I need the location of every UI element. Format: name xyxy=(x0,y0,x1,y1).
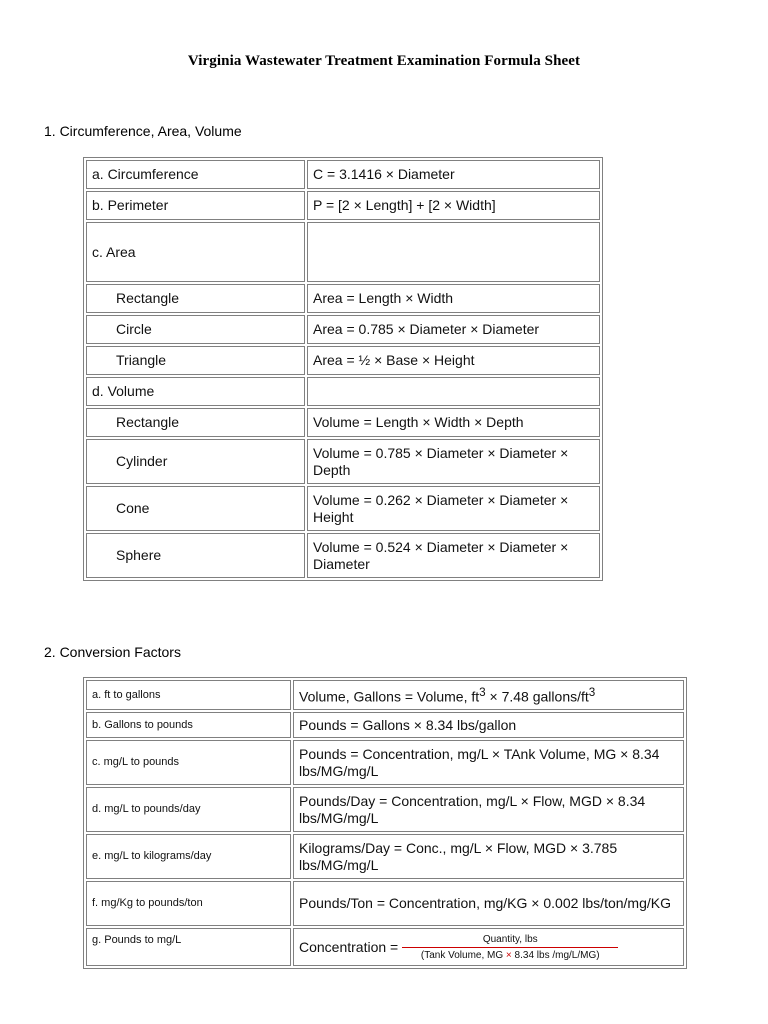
row-formula: Pounds = Gallons × 8.34 lbs/gallon xyxy=(293,712,684,738)
superscript: 3 xyxy=(588,686,596,700)
superscript: 3 xyxy=(479,686,486,700)
table-row xyxy=(86,881,684,926)
row-label: a. ft to gallons xyxy=(86,680,291,710)
table-row xyxy=(86,787,684,832)
table-row xyxy=(86,712,684,738)
denominator-text: 8.34 lbs /mg/L/MG) xyxy=(511,949,600,961)
row-formula: Area = 0.785 × Diameter × Diameter xyxy=(307,315,600,344)
formula-text: × 7.48 gallons/ft xyxy=(485,688,589,705)
table-row xyxy=(86,486,600,531)
table-row xyxy=(86,377,600,406)
formula-lhs: Concentration = xyxy=(299,938,399,955)
row-label: Cylinder xyxy=(86,439,305,484)
row-label: c. mg/L to pounds xyxy=(86,740,291,785)
row-formula: P = [2 × Length] + [2 × Width] xyxy=(307,191,600,220)
row-formula: Area = Length × Width xyxy=(307,284,600,313)
denominator-text: (Tank Volume, MG xyxy=(420,949,506,961)
row-label: Triangle xyxy=(86,346,305,375)
row-formula: Pounds/Ton = Concentration, mg/KG × 0.002 lbs/ton/mg/KG xyxy=(293,881,684,926)
row-formula xyxy=(293,928,684,966)
row-formula: Volume = Length × Width × Depth xyxy=(307,408,600,437)
table-row xyxy=(86,284,600,313)
fraction-numerator: Quantity, lbs xyxy=(482,933,538,945)
row-label: b. Gallons to pounds xyxy=(86,712,291,738)
table-row xyxy=(86,834,684,879)
row-label: Circle xyxy=(86,315,305,344)
row-formula: Volume = 0.785 × Diameter × Diameter × Depth xyxy=(307,439,600,484)
formula-table-conversions xyxy=(83,677,687,969)
row-label: Rectangle xyxy=(86,408,305,437)
row-formula: C = 3.1416 × Diameter xyxy=(307,160,600,189)
section-heading-circumference-area-volume: 1. Circumference, Area, Volume xyxy=(44,123,242,139)
row-formula: Pounds = Concentration, mg/L × TAnk Volume, MG × 8.34 lbs/MG/mg/L xyxy=(293,740,684,785)
fraction-formula xyxy=(299,933,618,962)
table-row xyxy=(86,191,600,220)
table-row xyxy=(86,680,684,710)
row-formula: Kilograms/Day = Conc., mg/L × Flow, MGD × 3.785 lbs/MG/mg/L xyxy=(293,834,684,879)
formula-table-geometry xyxy=(83,157,603,581)
row-label: f. mg/Kg to pounds/ton xyxy=(86,881,291,926)
fraction-denominator xyxy=(417,948,604,962)
row-formula: Volume = 0.524 × Diameter × Diameter × Diameter xyxy=(307,533,600,578)
fraction xyxy=(402,933,618,962)
section-heading-conversion-factors: 2. Conversion Factors xyxy=(44,644,181,660)
row-label: g. Pounds to mg/L xyxy=(86,928,291,966)
row-formula xyxy=(293,680,684,710)
page-title: Virginia Wastewater Treatment Examination Formula Sheet xyxy=(187,53,581,69)
row-formula xyxy=(307,222,600,282)
row-label: Cone xyxy=(86,486,305,531)
formula-text: Volume, Gallons = Volume, ft xyxy=(299,688,480,705)
row-label: d. Volume xyxy=(86,377,305,406)
row-label: b. Perimeter xyxy=(86,191,305,220)
row-formula: Pounds/Day = Concentration, mg/L × Flow, MGD × 8.34 lbs/MG/mg/L xyxy=(293,787,684,832)
row-label: d. mg/L to pounds/day xyxy=(86,787,291,832)
table-row xyxy=(86,533,600,578)
row-label: a. Circumference xyxy=(86,160,305,189)
table-row xyxy=(86,740,684,785)
row-formula: Volume = 0.262 × Diameter × Diameter × Height xyxy=(307,486,600,531)
table-row xyxy=(86,928,684,966)
multiply-sign: × xyxy=(505,949,512,961)
row-formula xyxy=(307,377,600,406)
table-row xyxy=(86,160,600,189)
row-label: e. mg/L to kilograms/day xyxy=(86,834,291,879)
table-row xyxy=(86,315,600,344)
row-label: Sphere xyxy=(86,533,305,578)
table-row xyxy=(86,439,600,484)
table-row xyxy=(86,408,600,437)
row-formula: Area = ½ × Base × Height xyxy=(307,346,600,375)
row-label: Rectangle xyxy=(86,284,305,313)
table-row xyxy=(86,222,600,282)
row-label: c. Area xyxy=(86,222,305,282)
table-row xyxy=(86,346,600,375)
